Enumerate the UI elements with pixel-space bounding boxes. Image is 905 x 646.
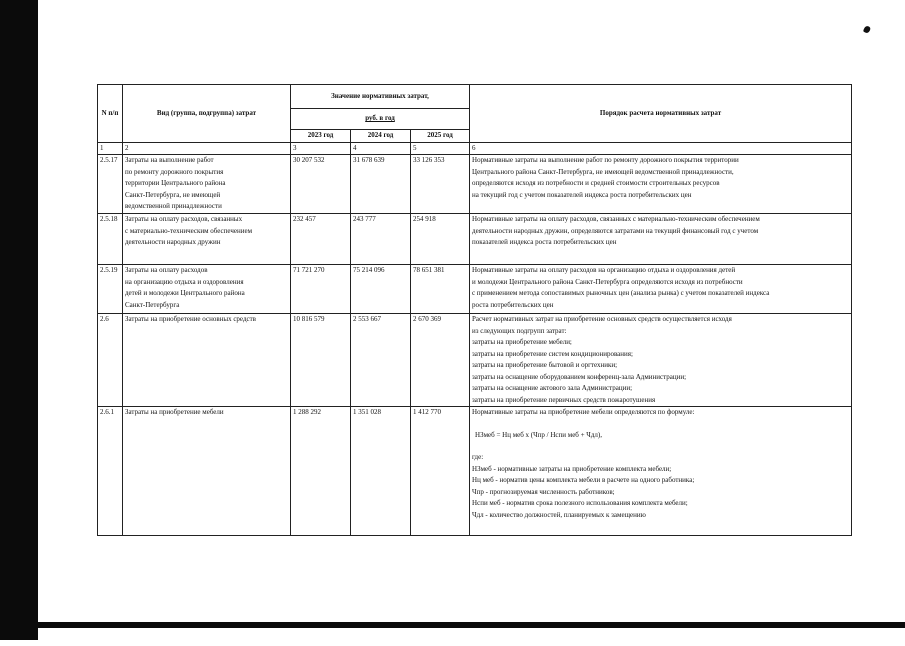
value-2025: 2 670 369 [411,314,470,407]
header-procedure: Порядок расчета нормативных затрат [470,85,852,143]
procedure-line: определяются исходя из потребности и средней стоимости строительных ресурсов [472,179,720,187]
kind-line: ведомственной принадлежности [125,202,222,210]
column-number: 1 [98,142,123,155]
scan-bottom-edge [38,622,905,646]
procedure-line: роста потребительских цен [472,300,554,309]
procedure-line: Нормативные затраты на выполнение работ по ремонту дорожного покрытия территории [472,156,739,164]
table-row [98,214,852,265]
kind-line: по ремонту дорожного покрытия [125,167,224,176]
row-num: 2.5.18 [98,214,123,265]
kind-line: на организацию отдыха и оздоровления [125,277,244,286]
column-number: 6 [470,142,852,155]
spacer [472,441,849,452]
kind-line: Санкт-Петербурга [125,300,180,309]
header-value-title: Значение нормативных затрат, [291,85,470,109]
norm-costs-table [97,84,852,536]
header-kind: Вид (группа, подгруппа) затрат [123,85,291,143]
header-value-unit: руб. в год [291,109,470,130]
row-procedure [470,265,852,314]
column-number: 3 [291,142,351,155]
procedure-line: Чпр - прогнозируемая численность работников; [472,487,615,496]
where-label: где: [472,453,484,461]
procedure-line: показателей индекса роста потребительских цен [472,238,617,246]
value-2024: 31 678 639 [351,155,411,214]
row-kind [123,265,291,314]
formula: НЗмеб = Нц меб х (Чпр / Нспи меб + Чдл), [475,430,602,439]
procedure-line: Нспи меб - норматив срока полезного использования комплекта мебели; [472,499,688,507]
column-number: 4 [351,142,411,155]
procedure-line: на текущий год с учетом показателей индекса роста потребительских цен [472,190,692,199]
procedure-line: и молодежи Центрального района Санкт-Петербурга определяются исходя из потребности [472,277,743,286]
spacer [472,419,849,430]
row-num: 2.5.17 [98,155,123,214]
value-2025: 1 412 770 [411,407,470,536]
header-num: N п/п [98,85,123,143]
procedure-intro: Нормативные затраты на приобретение мебели определяются по формуле: [472,408,695,416]
procedure-line: затраты на приобретение систем кондиционирования; [472,349,633,358]
kind-line: Затраты на приобретение основных средств [125,315,256,323]
table-row [98,265,852,314]
value-2023: 10 816 579 [291,314,351,407]
value-2025: 33 126 353 [411,155,470,214]
value-2023: 232 457 [291,214,351,265]
row-procedure [470,155,852,214]
procedure-line: Центрального района Санкт-Петербурга, не имеющей ведомственной принадлежности, [472,167,734,176]
row-procedure [470,314,852,407]
scan-speck [863,25,871,34]
kind-line: с материально-техническим обеспечением [125,226,253,235]
value-2023: 30 207 532 [291,155,351,214]
kind-line: территории Центрального района [125,179,226,187]
value-2023: 71 721 270 [291,265,351,314]
kind-line: Затраты на оплату расходов, связанных [125,215,243,223]
procedure-line: затраты на оснащение актового зала Администрации; [472,384,633,392]
row-procedure [470,214,852,265]
value-2023: 1 288 292 [291,407,351,536]
value-2025: 78 651 381 [411,265,470,314]
procedure-line: с применением метода сопоставимых рыночных цен (анализа рынка) с учетом показателей индекса [472,289,770,297]
table-row [98,407,852,536]
procedure-line: Нормативные затраты на оплату расходов на организацию отдыха и оздоровления детей [472,266,736,274]
table-row [98,155,852,214]
row-kind [123,155,291,214]
procedure-line: НЗмеб - нормативные затраты на приобретение комплекта мебели; [472,464,672,473]
procedure-line: Чдл - количество должностей, планируемых к замещению [472,510,646,519]
column-number: 5 [411,142,470,155]
value-2024: 2 553 667 [351,314,411,407]
value-2024: 75 214 096 [351,265,411,314]
kind-line: детей и молодежи Центрального района [125,289,245,297]
procedure-line: затраты на приобретение мебели; [472,338,572,346]
procedure-line: Расчет нормативных затрат на приобретение основных средств осуществляется исходя [472,315,732,323]
kind-line: Затраты на приобретение мебели [125,408,224,416]
row-procedure [470,407,852,536]
kind-line: Санкт-Петербурга, не имеющей [125,190,221,199]
value-2024: 243 777 [351,214,411,265]
kind-line: деятельности народных дружин [125,238,221,246]
header-year: 2024 год [351,130,411,143]
procedure-line: из следующих подгрупп затрат: [472,326,567,335]
row-num: 2.5.19 [98,265,123,314]
column-number: 2 [123,142,291,155]
header-year: 2025 год [411,130,470,143]
procedure-line: затраты на приобретение бытовой и оргтехники; [472,361,618,369]
row-num: 2.6 [98,314,123,407]
table-row [98,314,852,407]
procedure-line: деятельности народных дружин, определяются затратами на текущий финансовый год с учетом [472,226,759,235]
procedure-line: Нормативные затраты на оплату расходов, связанных с материально-техническим обеспечением [472,215,760,223]
kind-line: Затраты на оплату расходов [125,266,208,274]
row-num: 2.6.1 [98,407,123,536]
procedure-line: затраты на оснащение оборудованием конференц-зала Администрации; [472,372,687,381]
value-2024: 1 351 028 [351,407,411,536]
row-kind [123,214,291,265]
kind-line: Затраты на выполнение работ [125,156,214,164]
value-2025: 254 918 [411,214,470,265]
procedure-line: затраты на приобретение первичных средств пожаротушения [472,395,656,404]
header-year: 2023 год [291,130,351,143]
scan-left-shadow [0,0,38,640]
row-kind [123,314,291,407]
row-kind [123,407,291,536]
procedure-line: Нц меб - норматив цены комплекта мебели в расчете на одного работника; [472,476,695,484]
